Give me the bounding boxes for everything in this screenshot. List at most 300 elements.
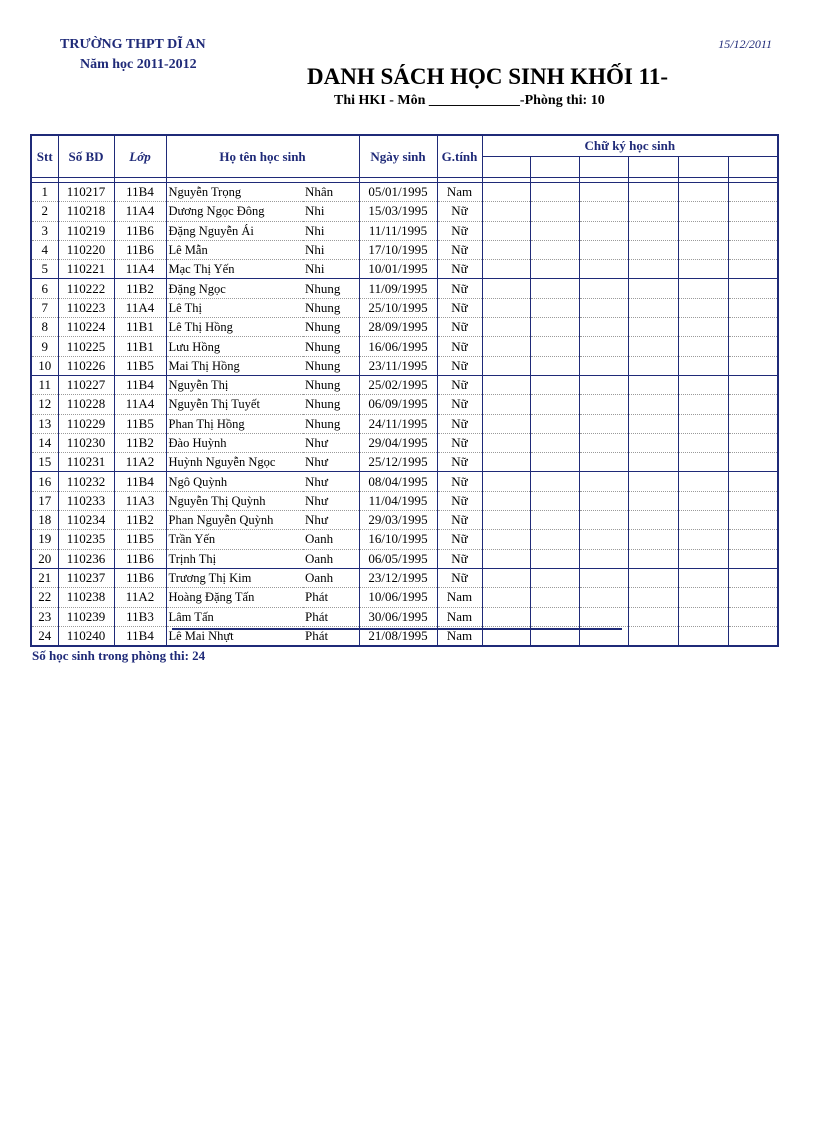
print-date: 15/12/2011 bbox=[718, 37, 772, 51]
signature-cell bbox=[628, 298, 678, 317]
signature-cell bbox=[678, 626, 728, 646]
header-gender: G.tính bbox=[437, 135, 482, 178]
gender-cell: Nữ bbox=[437, 337, 482, 356]
gender-cell: Nam bbox=[437, 626, 482, 646]
signature-subcell bbox=[678, 157, 728, 178]
signature-cell bbox=[482, 530, 530, 549]
stt-cell: 12 bbox=[31, 395, 58, 414]
signature-cell bbox=[728, 626, 778, 646]
signature-cell bbox=[482, 511, 530, 530]
dob-cell: 16/10/1995 bbox=[359, 530, 437, 549]
signature-cell bbox=[530, 298, 579, 317]
last-name-cell: Nhi bbox=[303, 240, 359, 259]
dob-cell: 23/12/1995 bbox=[359, 568, 437, 587]
class-cell: 11B2 bbox=[114, 279, 166, 298]
stt-cell: 16 bbox=[31, 472, 58, 491]
signature-cell bbox=[579, 472, 628, 491]
last-name-cell: Phát bbox=[303, 607, 359, 626]
signature-cell bbox=[579, 549, 628, 568]
signature-cell bbox=[728, 375, 778, 394]
signature-cell bbox=[728, 511, 778, 530]
signature-cell bbox=[728, 240, 778, 259]
table-row bbox=[31, 202, 778, 221]
signature-cell bbox=[530, 221, 579, 240]
signature-cell bbox=[678, 568, 728, 587]
signature-cell bbox=[579, 491, 628, 510]
stt-cell: 4 bbox=[31, 240, 58, 259]
first-name-cell: Mạc Thị Yến bbox=[166, 260, 303, 279]
gender-cell: Nữ bbox=[437, 298, 482, 317]
sobd-cell: 110219 bbox=[58, 221, 114, 240]
signature-cell bbox=[678, 318, 728, 337]
class-cell: 11B4 bbox=[114, 375, 166, 394]
stt-cell: 6 bbox=[31, 279, 58, 298]
last-name-cell: Như bbox=[303, 491, 359, 510]
last-name-cell: Như bbox=[303, 433, 359, 452]
signature-cell bbox=[530, 453, 579, 472]
stt-cell: 3 bbox=[31, 221, 58, 240]
gender-cell: Nữ bbox=[437, 202, 482, 221]
signature-cell bbox=[530, 530, 579, 549]
header-dob: Ngày sinh bbox=[359, 135, 437, 178]
signature-cell bbox=[482, 183, 530, 202]
stt-cell: 13 bbox=[31, 414, 58, 433]
class-cell: 11B6 bbox=[114, 568, 166, 587]
signature-cell bbox=[482, 375, 530, 394]
signature-cell bbox=[628, 375, 678, 394]
signature-cell bbox=[678, 433, 728, 452]
stt-cell: 11 bbox=[31, 375, 58, 394]
last-name-cell: Nhung bbox=[303, 414, 359, 433]
signature-cell bbox=[579, 453, 628, 472]
stt-cell: 1 bbox=[31, 183, 58, 202]
dob-cell: 16/06/1995 bbox=[359, 337, 437, 356]
table-row bbox=[31, 472, 778, 491]
sobd-cell: 110218 bbox=[58, 202, 114, 221]
exam-subtitle: Thi HKI - Môn _____________-Phòng thi: 10 bbox=[334, 93, 605, 108]
first-name-cell: Ngô Quỳnh bbox=[166, 472, 303, 491]
table-row bbox=[31, 183, 778, 202]
sobd-cell: 110232 bbox=[58, 472, 114, 491]
signature-cell bbox=[728, 202, 778, 221]
class-cell: 11A3 bbox=[114, 491, 166, 510]
table-row bbox=[31, 356, 778, 375]
signature-cell bbox=[579, 588, 628, 607]
signature-cell bbox=[628, 491, 678, 510]
last-name-cell: Nhi bbox=[303, 202, 359, 221]
signature-cell bbox=[728, 221, 778, 240]
signature-cell bbox=[628, 395, 678, 414]
gender-cell: Nữ bbox=[437, 491, 482, 510]
signature-cell bbox=[678, 511, 728, 530]
signature-cell bbox=[530, 549, 579, 568]
gender-cell: Nữ bbox=[437, 221, 482, 240]
signature-cell bbox=[482, 356, 530, 375]
signature-cell bbox=[579, 221, 628, 240]
signature-cell bbox=[482, 549, 530, 568]
dob-cell: 21/08/1995 bbox=[359, 626, 437, 646]
stt-cell: 21 bbox=[31, 568, 58, 587]
last-name-cell: Nhung bbox=[303, 298, 359, 317]
table-row bbox=[31, 549, 778, 568]
first-name-cell: Đặng Ngọc bbox=[166, 279, 303, 298]
signature-cell bbox=[628, 433, 678, 452]
signature-cell bbox=[628, 568, 678, 587]
dob-cell: 25/02/1995 bbox=[359, 375, 437, 394]
sobd-cell: 110233 bbox=[58, 491, 114, 510]
signature-cell bbox=[678, 375, 728, 394]
signature-cell bbox=[579, 356, 628, 375]
page-title: DANH SÁCH HỌC SINH KHỐI 11- bbox=[307, 64, 669, 89]
gender-cell: Nữ bbox=[437, 356, 482, 375]
signature-cell bbox=[482, 568, 530, 587]
signature-cell bbox=[579, 568, 628, 587]
signature-cell bbox=[678, 588, 728, 607]
signature-cell bbox=[728, 298, 778, 317]
stt-cell: 8 bbox=[31, 318, 58, 337]
signature-cell bbox=[482, 472, 530, 491]
signature-cell bbox=[728, 549, 778, 568]
dob-cell: 24/11/1995 bbox=[359, 414, 437, 433]
signature-cell bbox=[482, 298, 530, 317]
first-name-cell: Huỳnh Nguyễn Ngọc bbox=[166, 453, 303, 472]
signature-cell bbox=[530, 414, 579, 433]
last-name-cell: Oanh bbox=[303, 549, 359, 568]
signature-cell bbox=[530, 433, 579, 452]
last-name-cell: Oanh bbox=[303, 530, 359, 549]
gender-cell: Nữ bbox=[437, 511, 482, 530]
table-row bbox=[31, 414, 778, 433]
table-row bbox=[31, 221, 778, 240]
signature-cell bbox=[579, 375, 628, 394]
gender-cell: Nữ bbox=[437, 414, 482, 433]
sobd-cell: 110235 bbox=[58, 530, 114, 549]
signature-subcell bbox=[530, 157, 579, 178]
table-row bbox=[31, 279, 778, 298]
signature-cell bbox=[579, 511, 628, 530]
first-name-cell: Đào Huỳnh bbox=[166, 433, 303, 452]
dob-cell: 29/04/1995 bbox=[359, 433, 437, 452]
class-cell: 11B6 bbox=[114, 221, 166, 240]
table-row bbox=[31, 260, 778, 279]
signature-cell bbox=[530, 318, 579, 337]
table-row bbox=[31, 511, 778, 530]
sobd-cell: 110217 bbox=[58, 183, 114, 202]
dob-cell: 15/03/1995 bbox=[359, 202, 437, 221]
last-name-cell: Nhung bbox=[303, 337, 359, 356]
class-cell: 11B3 bbox=[114, 607, 166, 626]
last-name-cell: Như bbox=[303, 453, 359, 472]
signature-cell bbox=[728, 530, 778, 549]
first-name-cell: Nguyễn Thị bbox=[166, 375, 303, 394]
signature-cell bbox=[628, 472, 678, 491]
class-cell: 11B1 bbox=[114, 337, 166, 356]
signature-cell bbox=[628, 626, 678, 646]
dob-cell: 08/04/1995 bbox=[359, 472, 437, 491]
gender-cell: Nữ bbox=[437, 549, 482, 568]
signature-cell bbox=[482, 395, 530, 414]
signature-cell bbox=[678, 337, 728, 356]
signature-cell bbox=[628, 530, 678, 549]
signature-cell bbox=[728, 318, 778, 337]
signature-cell bbox=[678, 240, 728, 259]
signature-cell bbox=[579, 240, 628, 259]
last-name-cell: Nhung bbox=[303, 279, 359, 298]
signature-cell bbox=[728, 414, 778, 433]
signature-cell bbox=[728, 607, 778, 626]
signature-cell bbox=[482, 279, 530, 298]
last-name-cell: Nhi bbox=[303, 260, 359, 279]
dob-cell: 23/11/1995 bbox=[359, 356, 437, 375]
first-name-cell: Lưu Hồng bbox=[166, 337, 303, 356]
sobd-cell: 110230 bbox=[58, 433, 114, 452]
signature-cell bbox=[482, 202, 530, 221]
signature-cell bbox=[530, 395, 579, 414]
last-name-cell: Phát bbox=[303, 588, 359, 607]
last-name-cell: Phát bbox=[303, 626, 359, 646]
signature-cell bbox=[530, 356, 579, 375]
signature-cell bbox=[728, 453, 778, 472]
sobd-cell: 110237 bbox=[58, 568, 114, 587]
signature-cell bbox=[530, 337, 579, 356]
gender-cell: Nữ bbox=[437, 240, 482, 259]
class-cell: 11A4 bbox=[114, 260, 166, 279]
first-name-cell: Trần Yến bbox=[166, 530, 303, 549]
gender-cell: Nữ bbox=[437, 568, 482, 587]
gender-cell: Nữ bbox=[437, 530, 482, 549]
stt-cell: 20 bbox=[31, 549, 58, 568]
dob-cell: 11/04/1995 bbox=[359, 491, 437, 510]
class-cell: 11B5 bbox=[114, 530, 166, 549]
first-name-cell: Nguyễn Thị Quỳnh bbox=[166, 491, 303, 510]
first-name-cell: Hoàng Đặng Tấn bbox=[166, 588, 303, 607]
table-row bbox=[31, 568, 778, 587]
gender-cell: Nữ bbox=[437, 279, 482, 298]
last-name-cell: Như bbox=[303, 511, 359, 530]
stt-cell: 23 bbox=[31, 607, 58, 626]
sobd-cell: 110228 bbox=[58, 395, 114, 414]
class-cell: 11A4 bbox=[114, 395, 166, 414]
signature-cell bbox=[728, 472, 778, 491]
signature-cell bbox=[628, 607, 678, 626]
class-cell: 11B4 bbox=[114, 472, 166, 491]
dob-cell: 05/01/1995 bbox=[359, 183, 437, 202]
class-cell: 11A2 bbox=[114, 453, 166, 472]
signature-cell bbox=[628, 453, 678, 472]
signature-cell bbox=[628, 588, 678, 607]
signature-cell bbox=[628, 549, 678, 568]
signature-cell bbox=[728, 260, 778, 279]
signature-cell bbox=[678, 183, 728, 202]
school-year: Năm học 2011-2012 bbox=[80, 57, 197, 72]
class-cell: 11B4 bbox=[114, 626, 166, 646]
first-name-cell: Lâm Tấn bbox=[166, 607, 303, 626]
first-name-cell: Phan Thị Hồng bbox=[166, 414, 303, 433]
signature-cell bbox=[728, 588, 778, 607]
dob-cell: 06/05/1995 bbox=[359, 549, 437, 568]
gender-cell: Nữ bbox=[437, 395, 482, 414]
signature-cell bbox=[728, 337, 778, 356]
roster-body bbox=[31, 183, 778, 647]
sobd-cell: 110234 bbox=[58, 511, 114, 530]
dob-cell: 25/12/1995 bbox=[359, 453, 437, 472]
class-cell: 11B6 bbox=[114, 240, 166, 259]
signature-cell bbox=[482, 414, 530, 433]
signature-cell bbox=[579, 260, 628, 279]
stt-cell: 9 bbox=[31, 337, 58, 356]
signature-cell bbox=[579, 607, 628, 626]
gender-cell: Nam bbox=[437, 588, 482, 607]
last-name-cell: Nhung bbox=[303, 395, 359, 414]
signature-cell bbox=[579, 395, 628, 414]
first-name-cell: Lê Mẫn bbox=[166, 240, 303, 259]
table-row bbox=[31, 491, 778, 510]
signature-cell bbox=[530, 260, 579, 279]
sobd-cell: 110239 bbox=[58, 607, 114, 626]
gender-cell: Nam bbox=[437, 183, 482, 202]
table-row bbox=[31, 318, 778, 337]
sobd-cell: 110226 bbox=[58, 356, 114, 375]
signature-cell bbox=[530, 240, 579, 259]
class-cell: 11B6 bbox=[114, 549, 166, 568]
signature-cell bbox=[482, 491, 530, 510]
signature-cell bbox=[482, 221, 530, 240]
signature-cell bbox=[530, 183, 579, 202]
class-cell: 11B5 bbox=[114, 414, 166, 433]
dob-cell: 17/10/1995 bbox=[359, 240, 437, 259]
school-name: TRƯỜNG THPT DĨ AN bbox=[60, 37, 206, 52]
dob-cell: 10/06/1995 bbox=[359, 588, 437, 607]
signature-cell bbox=[678, 414, 728, 433]
signature-cell bbox=[728, 356, 778, 375]
sobd-cell: 110222 bbox=[58, 279, 114, 298]
sobd-cell: 110240 bbox=[58, 626, 114, 646]
signature-cell bbox=[678, 453, 728, 472]
gender-cell: Nữ bbox=[437, 433, 482, 452]
signature-cell bbox=[628, 202, 678, 221]
table-row bbox=[31, 607, 778, 626]
student-count: Số học sinh trong phòng thi: 24 bbox=[32, 648, 206, 663]
signature-cell bbox=[628, 356, 678, 375]
signature-cell bbox=[482, 453, 530, 472]
signature-cell bbox=[678, 549, 728, 568]
gender-cell: Nam bbox=[437, 607, 482, 626]
dob-cell: 28/09/1995 bbox=[359, 318, 437, 337]
first-name-cell: Đặng Nguyễn Ái bbox=[166, 221, 303, 240]
signature-cell bbox=[482, 433, 530, 452]
signature-cell bbox=[678, 298, 728, 317]
signature-cell bbox=[530, 568, 579, 587]
class-cell: 11B5 bbox=[114, 356, 166, 375]
dob-cell: 06/09/1995 bbox=[359, 395, 437, 414]
signature-cell bbox=[579, 414, 628, 433]
signature-cell bbox=[678, 530, 728, 549]
signature-cell bbox=[678, 472, 728, 491]
signature-cell bbox=[628, 260, 678, 279]
stt-cell: 5 bbox=[31, 260, 58, 279]
stt-cell: 18 bbox=[31, 511, 58, 530]
signature-cell bbox=[482, 337, 530, 356]
class-cell: 11A4 bbox=[114, 298, 166, 317]
header-sobd: Số BD bbox=[58, 135, 114, 178]
signature-cell bbox=[628, 183, 678, 202]
first-name-cell: Nguyễn Trọng bbox=[166, 183, 303, 202]
first-name-cell: Lê Mai Nhựt bbox=[166, 626, 303, 646]
table-row bbox=[31, 240, 778, 259]
sobd-cell: 110231 bbox=[58, 453, 114, 472]
signature-cell bbox=[482, 240, 530, 259]
stt-cell: 7 bbox=[31, 298, 58, 317]
signature-cell bbox=[728, 491, 778, 510]
table-underline bbox=[172, 628, 622, 630]
last-name-cell: Oanh bbox=[303, 568, 359, 587]
stt-cell: 14 bbox=[31, 433, 58, 452]
last-name-cell: Nhân bbox=[303, 183, 359, 202]
header-name: Họ tên học sinh bbox=[166, 135, 359, 178]
dob-cell: 30/06/1995 bbox=[359, 607, 437, 626]
dob-cell: 11/09/1995 bbox=[359, 279, 437, 298]
header-lop: Lớp bbox=[114, 135, 166, 178]
table-row bbox=[31, 375, 778, 394]
stt-cell: 10 bbox=[31, 356, 58, 375]
table-row bbox=[31, 433, 778, 452]
gender-cell: Nữ bbox=[437, 375, 482, 394]
signature-cell bbox=[628, 414, 678, 433]
signature-cell bbox=[628, 337, 678, 356]
signature-cell bbox=[579, 202, 628, 221]
last-name-cell: Nhi bbox=[303, 221, 359, 240]
signature-cell bbox=[579, 318, 628, 337]
signature-cell bbox=[579, 337, 628, 356]
signature-cell bbox=[678, 395, 728, 414]
signature-subcell bbox=[628, 157, 678, 178]
class-cell: 11A4 bbox=[114, 202, 166, 221]
table-row bbox=[31, 395, 778, 414]
signature-cell bbox=[482, 260, 530, 279]
student-roster-table bbox=[30, 134, 779, 647]
class-cell: 11B1 bbox=[114, 318, 166, 337]
class-cell: 11A2 bbox=[114, 588, 166, 607]
table-row bbox=[31, 298, 778, 317]
header-signature: Chữ ký học sinh bbox=[482, 135, 778, 157]
stt-cell: 2 bbox=[31, 202, 58, 221]
signature-subcell bbox=[728, 157, 778, 178]
signature-cell bbox=[530, 472, 579, 491]
dob-cell: 25/10/1995 bbox=[359, 298, 437, 317]
signature-cell bbox=[530, 607, 579, 626]
header-stt: Stt bbox=[31, 135, 58, 178]
stt-cell: 22 bbox=[31, 588, 58, 607]
gender-cell: Nữ bbox=[437, 318, 482, 337]
signature-cell bbox=[728, 279, 778, 298]
signature-cell bbox=[678, 221, 728, 240]
signature-cell bbox=[678, 279, 728, 298]
stt-cell: 24 bbox=[31, 626, 58, 646]
signature-cell bbox=[678, 607, 728, 626]
sobd-cell: 110238 bbox=[58, 588, 114, 607]
sobd-cell: 110227 bbox=[58, 375, 114, 394]
signature-cell bbox=[530, 588, 579, 607]
dob-cell: 29/03/1995 bbox=[359, 511, 437, 530]
signature-cell bbox=[482, 318, 530, 337]
table-row bbox=[31, 588, 778, 607]
last-name-cell: Như bbox=[303, 472, 359, 491]
first-name-cell: Lê Thị Hồng bbox=[166, 318, 303, 337]
last-name-cell: Nhung bbox=[303, 318, 359, 337]
first-name-cell: Nguyễn Thị Tuyết bbox=[166, 395, 303, 414]
signature-cell bbox=[482, 607, 530, 626]
sobd-cell: 110224 bbox=[58, 318, 114, 337]
